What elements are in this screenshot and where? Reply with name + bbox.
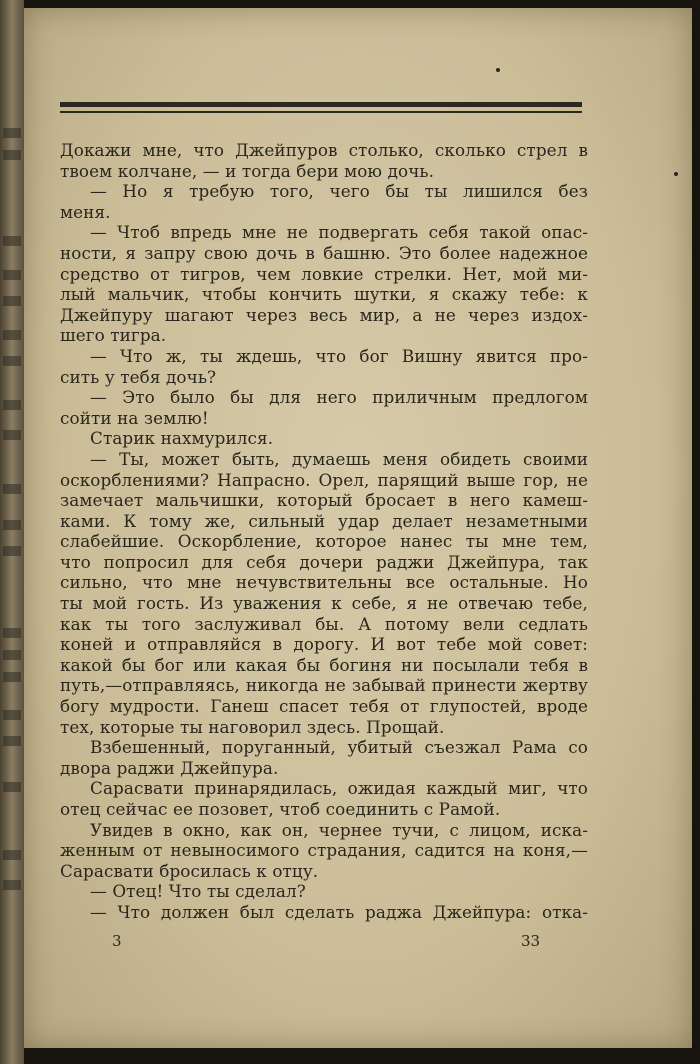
adjacent-page-fragment [3, 330, 21, 340]
adjacent-page-fragment [3, 400, 21, 410]
text-line: — Чтоб впредь мне не подвергать себя такой опас- [90, 222, 588, 243]
text-line: — Отец! Что ты сделал? [90, 881, 306, 902]
text-line: Сарасвати бросилась к отцу. [60, 860, 319, 881]
text-line: сить у тебя дочь? [60, 366, 217, 387]
text-line: Увидев в окно, как он, чернее тучи, с лицом, иска- [90, 819, 588, 840]
adjacent-page-fragment [3, 484, 21, 494]
header-rule-thin [60, 111, 582, 113]
adjacent-page-fragment [3, 430, 21, 440]
adjacent-page-fragment [3, 736, 21, 746]
adjacent-page-fragment [3, 782, 21, 792]
text-line: путь,—отправляясь, никогда не забывай принести жертву [60, 675, 588, 696]
adjacent-page-fragment [3, 150, 21, 160]
page-number: 33 [521, 932, 541, 950]
text-line: тех, которые ты наговорил здесь. Прощай. [60, 716, 445, 737]
text-line: сойти на землю! [60, 407, 209, 428]
text-line: средство от тигров, чем ловкие стрелки. Нет, мой ми- [60, 263, 588, 284]
text-line: богу мудрости. Ганеш спасет тебя от глупостей, вроде [60, 696, 588, 717]
text-line: слабейшие. Оскорбление, которое нанес ты мне тем, [60, 531, 588, 552]
text-line: Сарасвати принарядилась, ожидая каждый миг, что [90, 778, 588, 799]
text-line: отец сейчас ее позовет, чтоб соединить с Рамой. [60, 799, 501, 819]
text-line: лый мальчик, чтобы кончить шутки, я скажу тебе: к [60, 284, 588, 305]
signature-mark: 3 [112, 932, 122, 950]
text-line: — Что должен был сделать раджа Джейпура: отка- [90, 901, 588, 922]
text-line: оскорблениями? Напрасно. Орел, парящий выше гор, не [60, 469, 588, 490]
book-page [24, 8, 692, 1048]
text-line: Старик нахмурился. [90, 428, 274, 449]
text-line: Взбешенный, поруганный, убитый съезжал Рама со [90, 737, 588, 758]
text-line: ты мой гость. Из уважения к себе, я не отвечаю тебе, [60, 593, 588, 614]
adjacent-page-fragment [3, 628, 21, 638]
text-line: меня. [60, 201, 111, 222]
adjacent-page-fragment [3, 356, 21, 366]
text-line: как ты того заслуживал бы. А потому вели седлать [60, 613, 588, 634]
adjacent-page-fragment [3, 236, 21, 246]
header-rule-thick [60, 102, 582, 107]
adjacent-page-fragment [3, 296, 21, 306]
text-line: какой бы бог или какая бы богиня ни посылали тебя в [60, 654, 588, 675]
text-line: — Это было бы для него приличным предлогом [90, 387, 588, 408]
text-line: коней и отправляйся в дорогу. И вот тебе мой совет: [60, 634, 588, 655]
text-line: ности, я запру свою дочь в башню. Это более надежное [60, 242, 588, 263]
adjacent-page-fragment [3, 546, 21, 556]
print-speck [674, 172, 678, 176]
print-speck [496, 68, 500, 72]
adjacent-page-fragment [3, 650, 21, 660]
adjacent-page-fragment [3, 710, 21, 720]
adjacent-page-edge [0, 0, 24, 1064]
text-line: сильно, что мне нечувствительны все остальные. Но [60, 572, 588, 593]
text-line: — Но я требую того, чего бы ты лишился без [90, 181, 588, 202]
adjacent-page-fragment [3, 270, 21, 280]
text-line: — Ты, может быть, думаешь меня обидеть своими [90, 448, 588, 469]
adjacent-page-fragment [3, 672, 21, 682]
text-line: Джейпуру шагают через весь мир, а не через издох- [60, 304, 588, 325]
text-line: Докажи мне, что Джейпуров столько, сколько стрел в [60, 140, 588, 160]
text-line: женным от невыносимого страдания, садится на коня,— [60, 840, 588, 861]
text-line: ками. К тому же, сильный удар делает незаметными [60, 510, 588, 531]
adjacent-page-fragment [3, 880, 21, 890]
text-line: что попросил для себя дочери раджи Джейпура, так [60, 551, 588, 572]
text-line: шего тигра. [60, 325, 167, 346]
page-body-text [60, 140, 588, 923]
text-line: замечает мальчишки, который бросает в него камеш- [60, 490, 588, 511]
adjacent-page-fragment [3, 850, 21, 860]
adjacent-page-fragment [3, 128, 21, 138]
adjacent-page-fragment [3, 520, 21, 530]
text-line: двора раджи Джейпура. [60, 757, 279, 778]
text-line: твоем колчане, — и тогда бери мою дочь. [60, 160, 435, 181]
text-line: — Что ж, ты ждешь, что бог Вишну явится про- [90, 345, 588, 366]
